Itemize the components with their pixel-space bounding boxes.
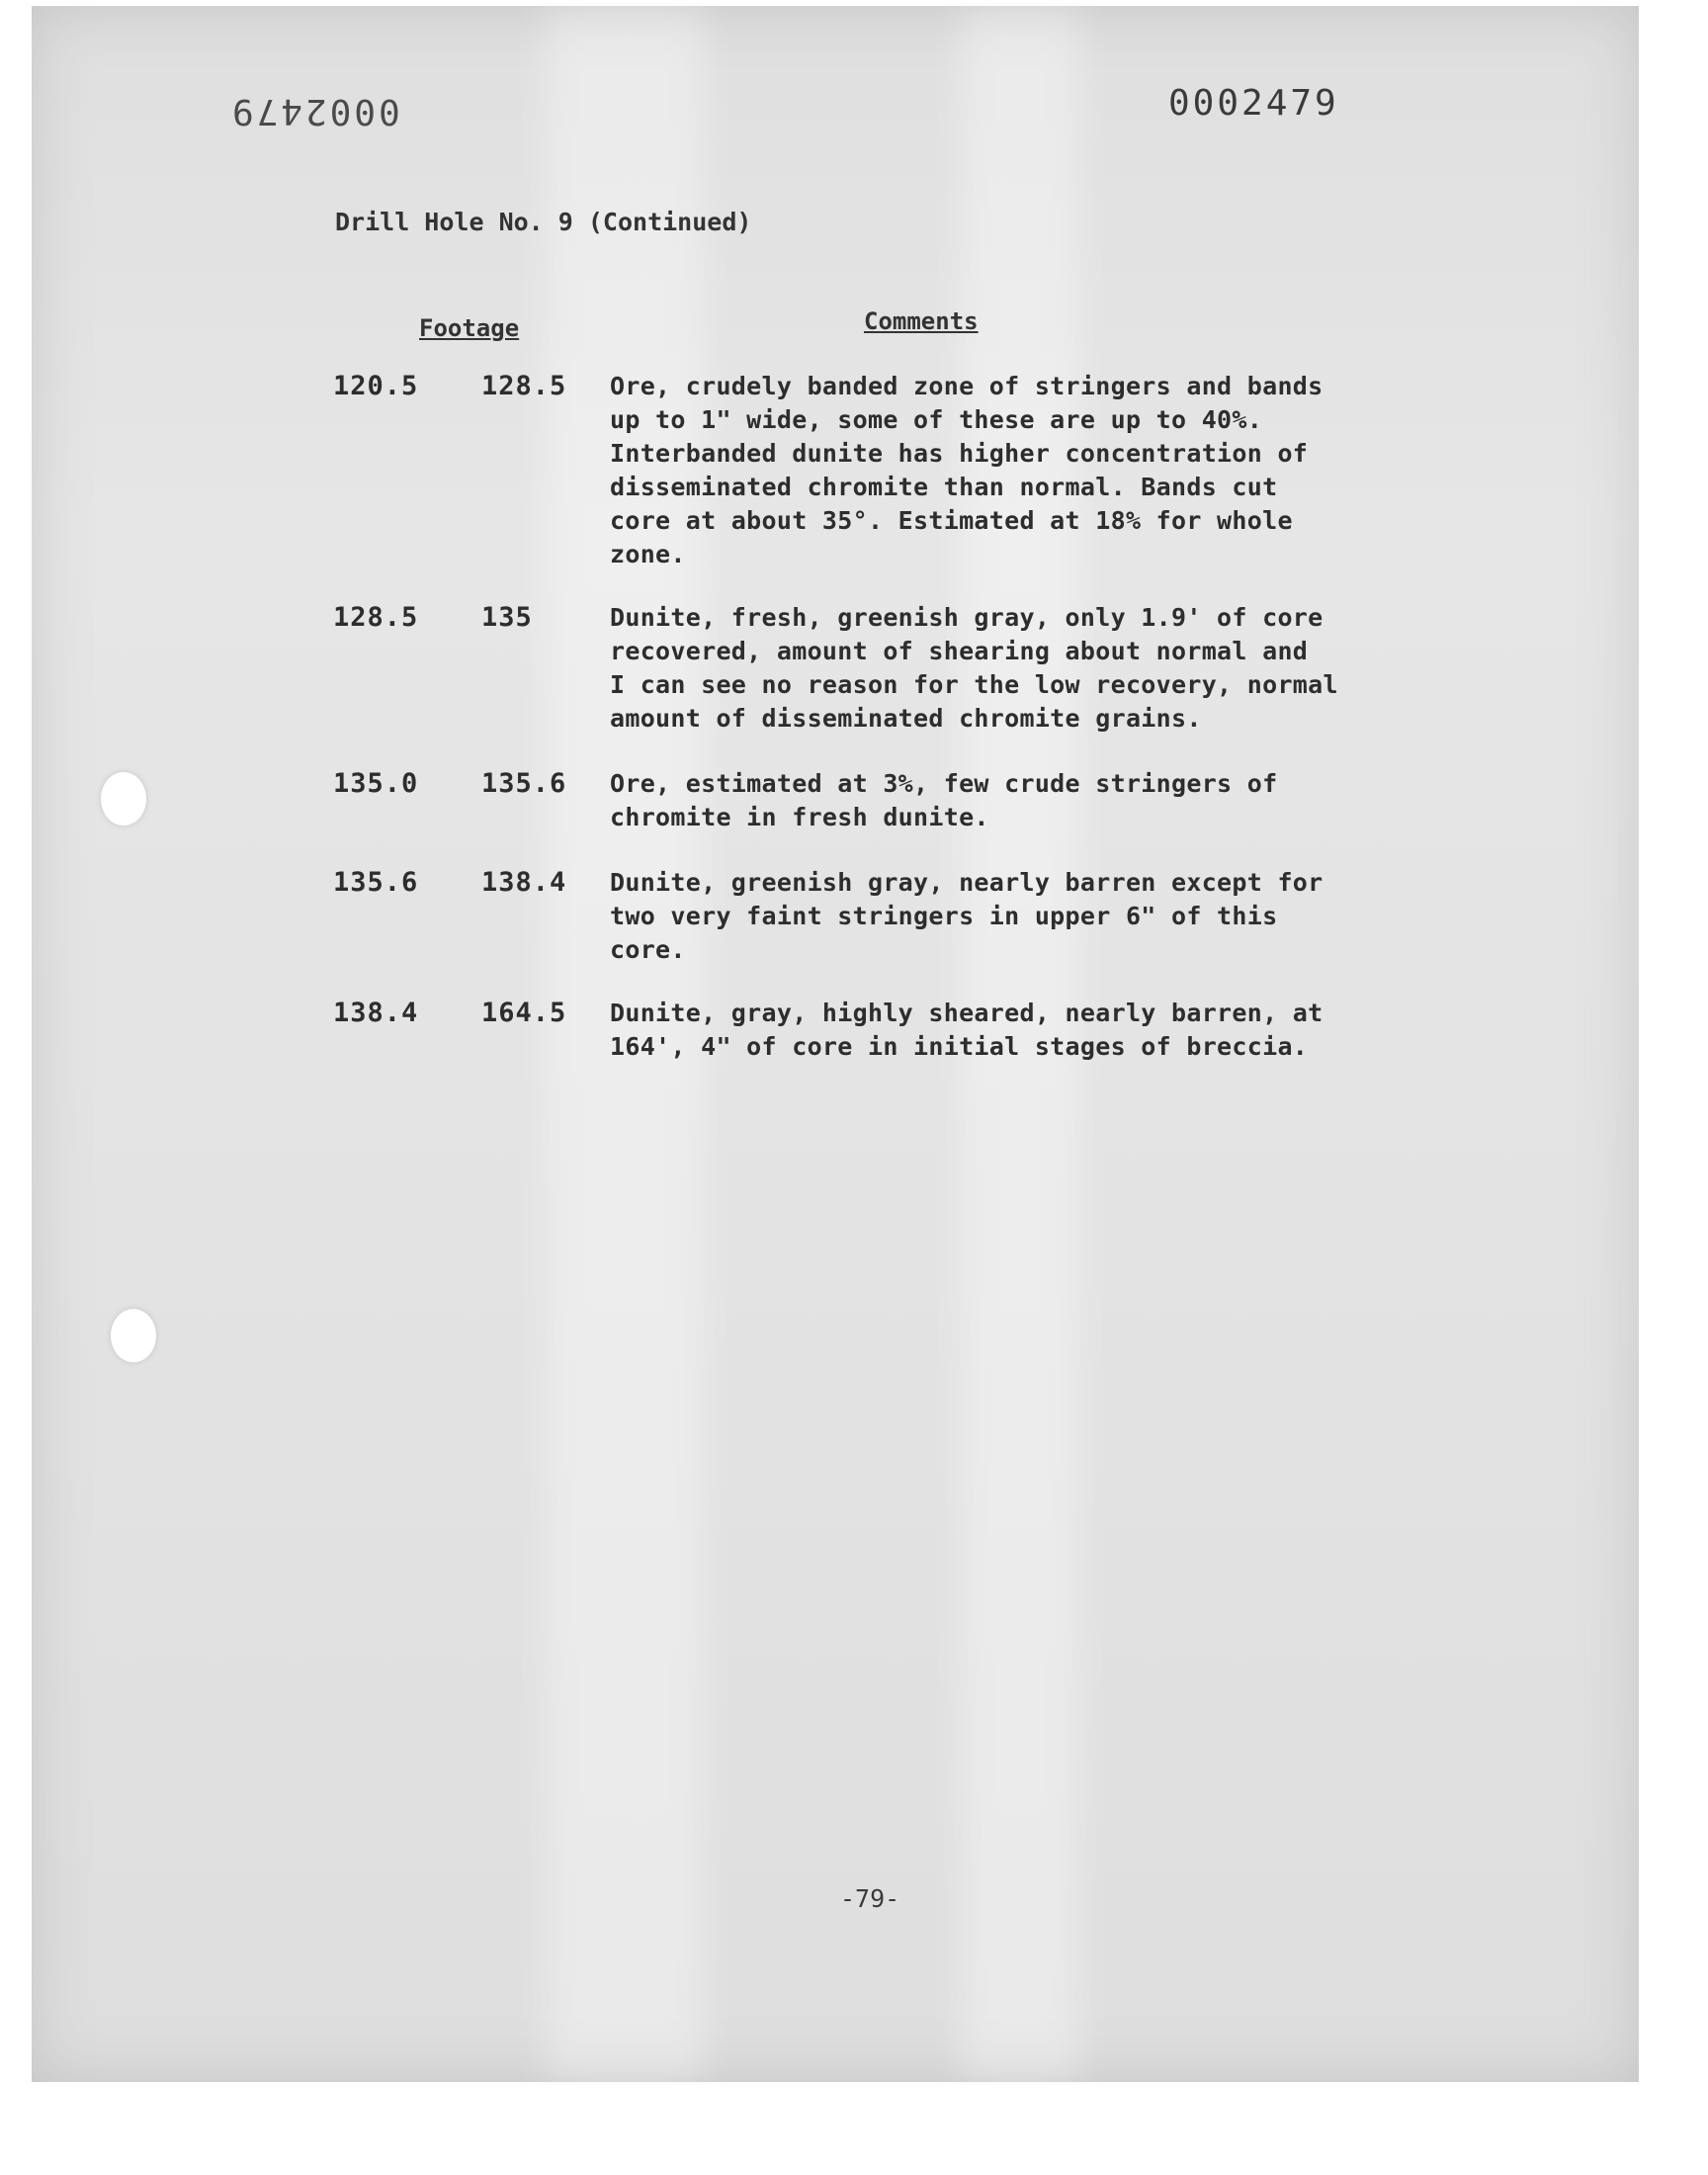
punch-hole: [101, 772, 146, 826]
footage-from: 128.5: [333, 602, 419, 633]
footage-from: 120.5: [333, 371, 419, 401]
footage-column-header: Footage: [419, 314, 520, 342]
footage-to: 135: [481, 602, 533, 633]
log-row: [333, 601, 1460, 736]
drill-log-table: [333, 370, 1460, 1064]
log-row: [333, 767, 1460, 834]
footage-to: 128.5: [481, 371, 567, 401]
footage-to: 138.4: [481, 867, 567, 898]
row-comment: Dunite, gray, highly sheared, nearly barren, at 164', 4" of core in initial stages of breccia.: [610, 999, 1324, 1061]
paper-sheet: [32, 6, 1639, 2082]
row-comment: Dunite, greenish gray, nearly barren except for two very faint stringers in upper 6" of this core.: [610, 868, 1324, 964]
punch-hole: [111, 1309, 156, 1362]
document-number-stamp: 0002479: [1168, 83, 1339, 124]
log-row: [333, 866, 1460, 967]
document-number-stamp-upside-down: 0002479: [229, 91, 400, 131]
row-comment: Ore, crudely banded zone of stringers and bands up to 1" wide, some of these are up to 40%. Interbanded dunite has higher concentration of disseminated chromite than normal. Bands cut core at about 35°. Estimated at 18% for whole zone.: [610, 372, 1324, 568]
page-heading: Drill Hole No. 9 (Continued): [335, 208, 752, 236]
page-number: -79-: [840, 1884, 900, 1913]
row-comment: Dunite, fresh, greenish gray, only 1.9' of core recovered, amount of shearing about normal and I can see no reason for the low recovery, normal amount of disseminated chromite grains.: [610, 603, 1338, 733]
row-comment: Ore, estimated at 3%, few crude stringers of chromite in fresh dunite.: [610, 769, 1278, 831]
footage-to: 164.5: [481, 998, 567, 1028]
footage-from: 138.4: [333, 998, 419, 1028]
footage-from: 135.0: [333, 768, 419, 799]
log-row: [333, 997, 1460, 1064]
comments-column-header: Comments: [864, 307, 979, 335]
footage-from: 135.6: [333, 867, 419, 898]
log-row: [333, 370, 1460, 571]
footage-to: 135.6: [481, 768, 567, 799]
